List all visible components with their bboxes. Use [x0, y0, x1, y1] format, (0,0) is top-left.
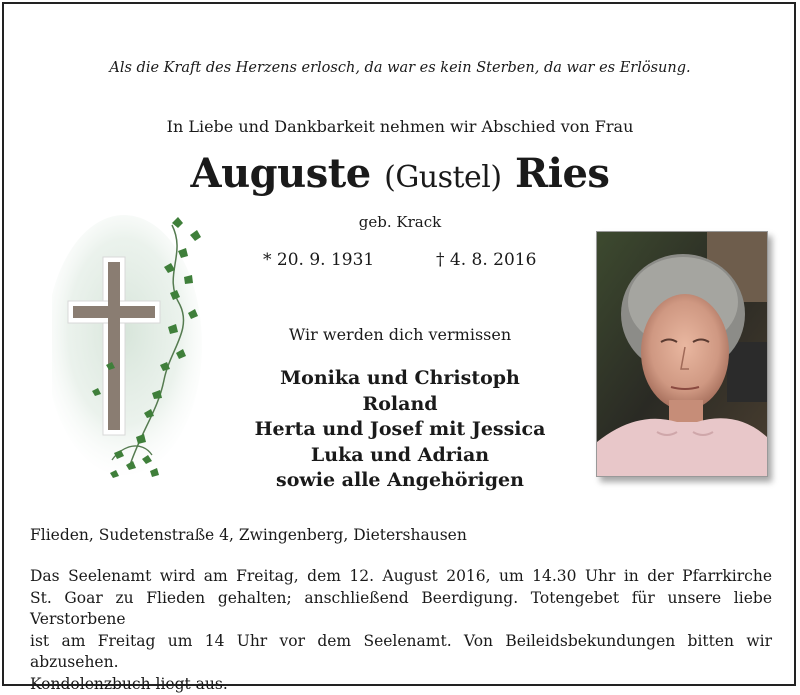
last-name: Ries — [515, 150, 609, 197]
mourner-line: Roland — [0, 392, 800, 418]
funeral-line: ist am Freitag um 14 Uhr vor dem Seelenamt. Von Beileidsbekundungen bitten wir abzusehen. — [30, 631, 772, 674]
address-line: Flieden, Sudetenstraße 4, Zwingenberg, Dietershausen — [30, 526, 467, 544]
mourner-line: sowie alle Angehörigen — [0, 468, 800, 494]
funeral-line: Das Seelenamt wird am Freitag, dem 12. August 2016, um 14.30 Uhr in der Pfarrkirche — [30, 566, 772, 588]
miss-text: Wir werden dich vermissen — [0, 325, 800, 344]
funeral-details — [30, 566, 772, 695]
mourner-line: Monika und Christoph — [0, 366, 800, 392]
first-name: Auguste — [191, 150, 371, 197]
funeral-line: Kondolenzbuch liegt aus. — [30, 674, 772, 695]
mourner-line: Herta und Josef mit Jessica — [0, 417, 800, 443]
nickname: (Gustel) — [384, 160, 502, 195]
intro-text: In Liebe und Dankbarkeit nehmen wir Abschied von Frau — [0, 117, 800, 136]
motto-quote: Als die Kraft des Herzens erlosch, da war es kein Sterben, da war es Erlösung. — [0, 60, 800, 76]
birth-date: * 20. 9. 1931 — [263, 250, 374, 270]
mourner-line: Luka und Adrian — [0, 443, 800, 469]
maiden-name: geb. Krack — [0, 213, 800, 231]
deceased-name — [0, 150, 800, 197]
mourner-list — [0, 366, 800, 494]
death-date: † 4. 8. 2016 — [436, 250, 536, 270]
funeral-line: St. Goar zu Flieden gehalten; anschließend Beerdigung. Totengebet für unsere liebe Verstorbene — [30, 588, 772, 631]
